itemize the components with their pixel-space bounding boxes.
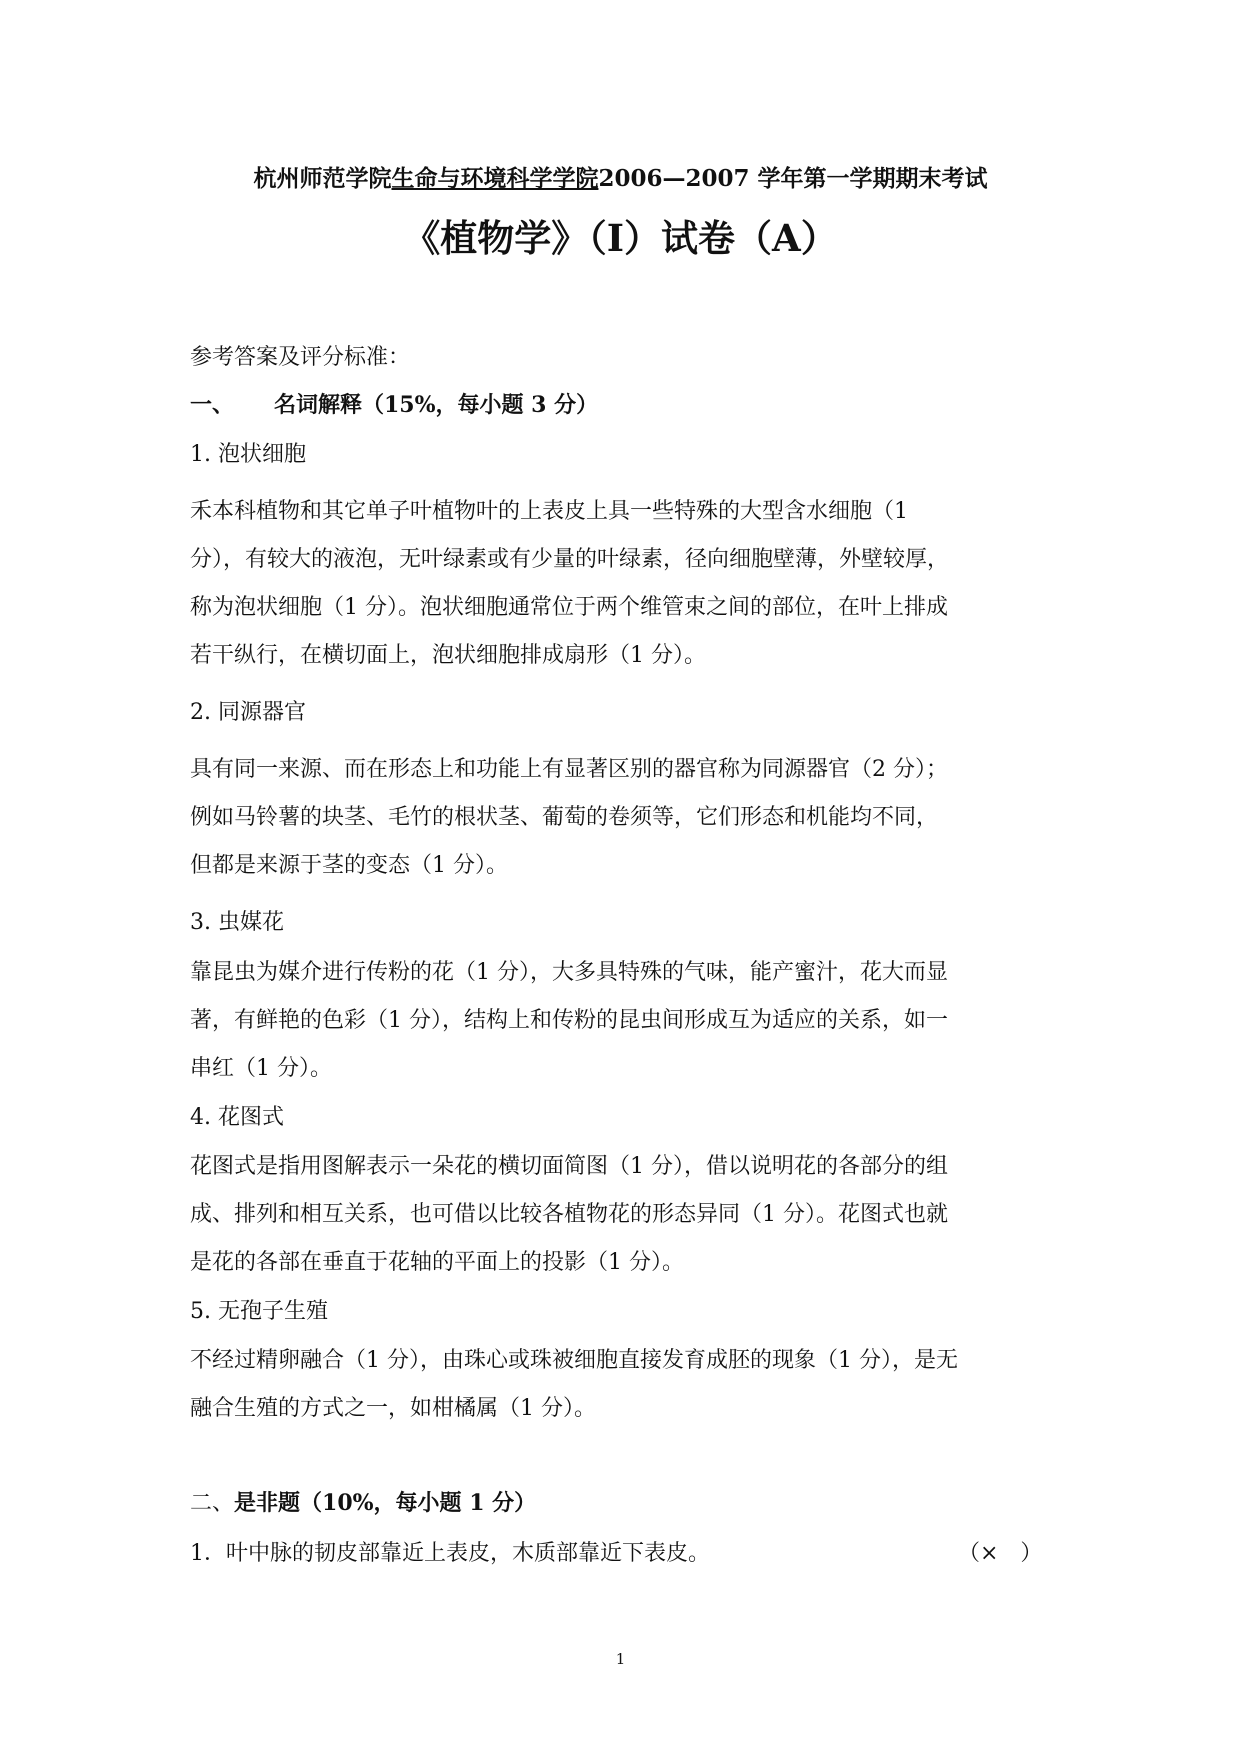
answer-line: 成、排列和相互关系，也可借以比较各植物花的形态异同（1 分）。花图式也就 bbox=[190, 1202, 948, 1227]
section1-heading bbox=[190, 388, 598, 419]
section1-title: 名词解释（15%，每小题 3 分） bbox=[274, 392, 599, 418]
answer-line: 分），有较大的液泡，无叶绿素或有少量的叶绿素，径向细胞壁薄，外壁较厚， bbox=[190, 547, 950, 572]
section1-number: 一、 bbox=[190, 392, 235, 418]
title-term: 2006—2007 学年第一学期期末考试 bbox=[598, 165, 988, 192]
term-heading: 3. 虫媒花 bbox=[190, 910, 284, 935]
term-heading: 4. 花图式 bbox=[190, 1105, 284, 1130]
section2-title: 是非题（10%，每小题 1 分） bbox=[234, 1490, 537, 1516]
answer-line: 著，有鲜艳的色彩（1 分），结构上和传粉的昆虫间形成互为适应的关系，如一 bbox=[190, 1008, 948, 1033]
answer-line: 融合生殖的方式之一，如柑橘属（1 分）。 bbox=[190, 1396, 596, 1421]
answer-line: 例如马铃薯的块茎、毛竹的根状茎、葡萄的卷须等，它们形态和机能均不同， bbox=[190, 805, 939, 830]
answer-line: 靠昆虫为媒介进行传粉的花（1 分），大多具特殊的气味，能产蜜汁，花大而显 bbox=[190, 960, 948, 985]
term-heading: 5. 无孢子生殖 bbox=[190, 1299, 328, 1324]
term-heading: 2. 同源器官 bbox=[190, 700, 306, 725]
section2-number: 二、 bbox=[190, 1491, 235, 1516]
answer-intro: 参考答案及评分标准： bbox=[190, 345, 411, 370]
exam-title bbox=[0, 160, 1241, 193]
answer-line: 称为泡状细胞（1 分）。泡状细胞通常位于两个维管束之间的部位，在叶上排成 bbox=[190, 595, 948, 620]
exam-subtitle: 《植物学》（Ⅰ）试卷（A） bbox=[403, 216, 838, 260]
answer-line: 是花的各部在垂直于花轴的平面上的投影（1 分）。 bbox=[190, 1250, 684, 1275]
answer-line: 串红（1 分）。 bbox=[190, 1056, 332, 1081]
term-heading: 1. 泡状细胞 bbox=[190, 442, 306, 467]
answer-line: 不经过精卵融合（1 分），由珠心或珠被细胞直接发育成胚的现象（1 分），是无 bbox=[190, 1348, 958, 1373]
title-college: 生命与环境科学学院 bbox=[391, 165, 599, 192]
page-number: 1 bbox=[615, 1650, 626, 1668]
title-school: 杭州师范学院 bbox=[253, 165, 392, 192]
true-false-answer: （× ） bbox=[958, 1541, 1043, 1566]
answer-line: 花图式是指用图解表示一朵花的横切面简图（1 分），借以说明花的各部分的组 bbox=[190, 1154, 948, 1179]
answer-line: 禾本科植物和其它单子叶植物叶的上表皮上具一些特殊的大型含水细胞（1 bbox=[190, 499, 908, 524]
section2-heading bbox=[190, 1486, 536, 1517]
true-false-question: 1．叶中脉的韧皮部靠近上表皮，木质部靠近下表皮。 bbox=[190, 1541, 710, 1566]
answer-line: 但都是来源于茎的变态（1 分）。 bbox=[190, 853, 508, 878]
answer-line: 若干纵行，在横切面上，泡状细胞排成扇形（1 分）。 bbox=[190, 643, 706, 668]
answer-line: 具有同一来源、而在形态上和功能上有显著区别的器官称为同源器官（2 分）； bbox=[190, 757, 948, 782]
